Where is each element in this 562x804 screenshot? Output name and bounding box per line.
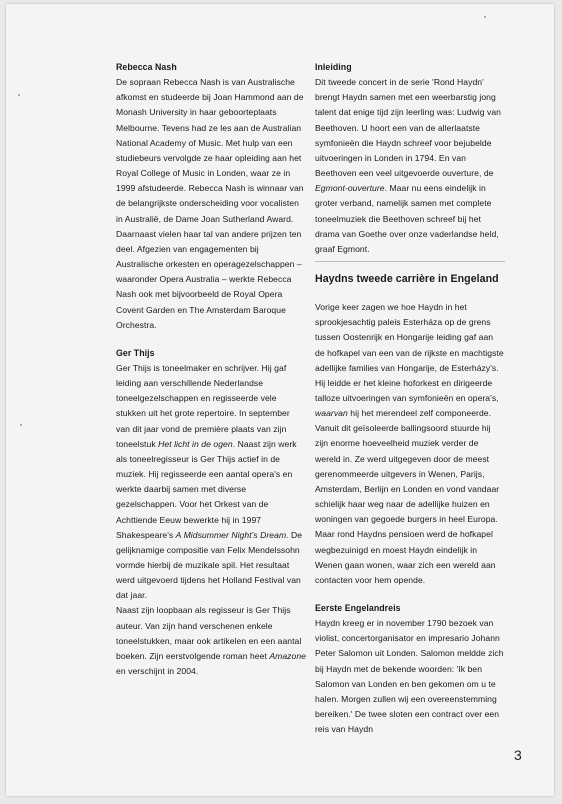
print-speck	[484, 16, 486, 18]
heading-ger-thijs: Ger Thijs	[116, 347, 155, 358]
heading-tweede-carriere: Haydns tweede carrière in Engeland	[315, 273, 499, 286]
booklet-page	[6, 4, 554, 796]
heading-rebecca-nash: Rebecca Nash	[116, 62, 177, 72]
paragraph-tweede-carriere: Vorige keer zagen we hoe Haydn in het sprookjesachtig paleis Esterháza op de grens tussen Oostenrijk en Hongarije leiding gaf aan de hofkapel van een van de rijkste en machtigste adellijke families van Hongarije, de Esterházy's. Hij leidde er het kleine hoforkest en dirigeerde talloze uitvoeringen van symfonieën en opera's, waarvan hij het merendeel zelf componeerde. Vanuit dit geïsoleerde ballingsoord stuurde hij zijn enorme hoeveelheid muziek verder de wereld in. Ze werd uitgegeven door de meest gerenommeerde uitgevers in Wenen, Parijs, Amsterdam, Berlijn en Londen en vond vandaar schielijk haar weg naar de adellijke huizen en woningen van gegoede burgers in heel Europa. Maar rond Haydns pensioen werd de hofkapel wegbezuinigd en moest Haydn eindelijk in Wenen gaan wonen, waar zich een wereld aan contacten voor hem opende.	[315, 302, 504, 585]
print-speck	[20, 424, 22, 426]
paragraph-rebecca-nash: De sopraan Rebecca Nash is van Australische afkomst en studeerde bij Joan Hammond aan de Monash University in haar geboorteplaats Melbourne. Tevens had ze les aan de Australian National Academy of Music. Met hulp van een studiebeurs vervolgde ze haar opleiding aan het Royal College of Music in Londen, waar ze in 1999 afstudeerde. Rebecca Nash is winnaar van de belangrijkste onderscheiding voor vocalisten in Australië, de Dame Joan Sutherland Award. Daarnaast vielen haar tal van andere prijzen ten deel. Afgezien van engagementen bij Australische orkesten en operagezelschappen – waaronder Opera Australia – werkte Rebecca Nash ook met bijvoorbeeld de Royal Opera Covent Garden en The Amsterdam Baroque Orchestra.	[116, 77, 304, 330]
paragraph-ger-thijs-1: Ger Thijs is toneelmaker en schrijver. Hij gaf leiding aan verschillende Nederlandse toneelgezelschappen en regisseerde vele stukken uit het grote repertoire. In september van dit jaar vond de première plaats van zijn toneelstuk Het licht in de ogen. Naast zijn werk als toneelregisseur is Ger Thijs actief in de muziek. Hij regisseerde een aantal opera's en werkte daarbij samen met diverse gezelschappen. Voor het Orkest van de Achttiende Eeuw bewerkte hij in 1997 Shakespeare's A Midsummer Night's Dream. De gelijknamige compositie van Felix Mendelssohn vormde hierbij de muzikale spil. Het resultaat werd uitgevoerd tijdens het Holland Festival van dat jaar.	[116, 362, 303, 601]
paragraph-inleiding: Dit tweede concert in de serie 'Rond Haydn' brengt Haydn samen met een weerbarstig jong talent dat enige tijd zijn leerling was: Ludwig van Beethoven. U hoort een van de allerlaatste symfonieën die Haydn schreef voor bejubelde uitvoeringen in Londen in 1794. En van Beethoven een veel uitgevoerde ouverture, de Egmont-ouverture. Maar nu eens eindelijk in groter verband, namelijk samen met complete toneelmuziek die Beethoven schreef bij het drama van Goethe over onze vaderlandse held, graaf Egmont.	[315, 77, 501, 254]
emphasis-waarvan: waarvan	[315, 408, 348, 419]
section-divider	[315, 261, 505, 262]
left-column	[116, 60, 306, 679]
page-number: 3	[514, 747, 522, 763]
right-column	[315, 60, 505, 737]
title-egmont-ouverture: Egmont-ouverture	[315, 183, 385, 194]
heading-inleiding: Inleiding	[315, 62, 352, 72]
heading-eerste-engelandreis: Eerste Engelandreis	[315, 603, 401, 613]
title-midsummer-nights-dream: A Midsummer Night's Dream	[175, 529, 287, 540]
paragraph-ger-thijs-2: Naast zijn loopbaan als regisseur is Ger Thijs auteur. Van zijn hand verschenen enkele toneelstukken, maar ook artikelen en een aantal boeken. Zijn eerstvolgende roman heet Amazone en verschijnt in 2004.	[116, 605, 306, 677]
paragraph-eerste-engelandreis: Haydn kreeg er in november 1790 bezoek van violist, concertorganisator en impresario Johann Peter Salomon uit Londen. Salomon meldde zich bij Haydn met de bekende woorden: 'Ik ben Salomon van Londen en ben gekomen om u te halen. Morgen zullen wij een overeenstemming bereiken.' De twee sloten een contract over een reis van Haydn	[315, 618, 504, 735]
title-amazone: Amazone	[269, 650, 306, 661]
title-het-licht-in-de-ogen: Het licht in de ogen	[158, 438, 233, 449]
print-speck	[18, 94, 20, 96]
